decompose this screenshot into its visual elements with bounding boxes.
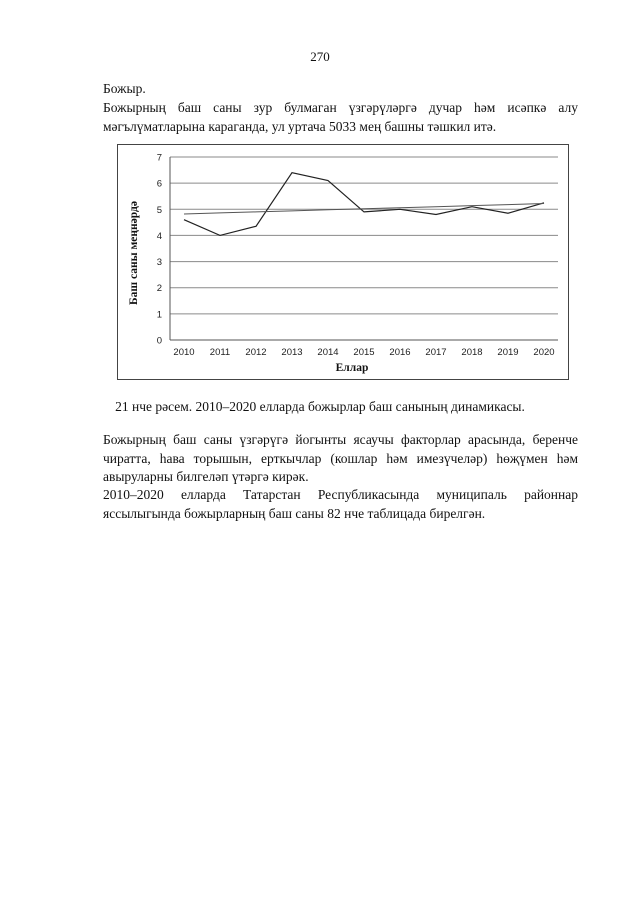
- x-tick-label: 2011: [209, 347, 231, 358]
- y-tick-label: 0: [156, 335, 162, 347]
- series-line-headcount: [184, 173, 544, 236]
- x-tick-label: 2012: [245, 347, 267, 358]
- series-group: [184, 173, 544, 236]
- y-tick-label: 3: [156, 257, 162, 269]
- y-tick-label: 4: [156, 230, 162, 242]
- section-heading: Божыр.: [103, 81, 146, 96]
- x-tick-label: 2018: [461, 347, 483, 358]
- paragraph-table-ref: [103, 486, 578, 523]
- y-tick-labels: [157, 153, 162, 347]
- x-tick-label: 2010: [173, 347, 195, 358]
- y-tick-label: 2: [156, 283, 162, 295]
- paragraph-table-ref-text: 2010–2020 елларда Татарстан Республикасында муниципаль районнар яссылыгында божырларның баш саны 82 нче таблицада бирелгән.: [103, 487, 578, 521]
- x-tick-label: 2020: [533, 347, 555, 358]
- x-tick-label: 2014: [317, 347, 339, 358]
- x-axis-title: Еллар: [335, 362, 369, 374]
- x-tick-label: 2013: [281, 347, 303, 358]
- chart-frame: [117, 144, 569, 380]
- paragraph-factors: [103, 431, 578, 487]
- x-tick-label: 2019: [497, 347, 519, 358]
- y-axis-title: Баш саны меңнәрдә: [128, 201, 140, 305]
- figure-caption: 21 нче рәсем. 2010–2020 елларда божырлар баш санының динамикасы.: [115, 399, 525, 414]
- paragraph-intro: [103, 99, 578, 136]
- line-chart: [118, 145, 568, 379]
- y-tick-label: 5: [156, 204, 162, 216]
- paragraph-intro-text: Божырның баш саны зур булмаган үзгәрүләргә дучар һәм исәпкә алу мәгълүматларына караганда, ул уртача 5033 мең башны тәшкил итә.: [103, 100, 578, 134]
- x-tick-label: 2015: [353, 347, 375, 358]
- x-tick-label: 2016: [389, 347, 411, 358]
- y-tick-label: 6: [156, 178, 162, 190]
- x-tick-label: 2017: [425, 347, 447, 358]
- x-tick-labels: [173, 347, 554, 358]
- grid-group: [170, 157, 558, 340]
- y-tick-label: 7: [156, 152, 162, 164]
- page-number: 270: [310, 49, 330, 64]
- y-tick-label: 1: [156, 309, 162, 321]
- paragraph-factors-text: Божырның баш саны үзгәрүгә йогынты ясаучы факторлар арасында, беренче чиратта, һава торышын, ерткычлар (кошлар һәм имезүчеләр) һөҗүмен һәм авыруларны билгеләп үтәргә кирәк.: [103, 432, 578, 484]
